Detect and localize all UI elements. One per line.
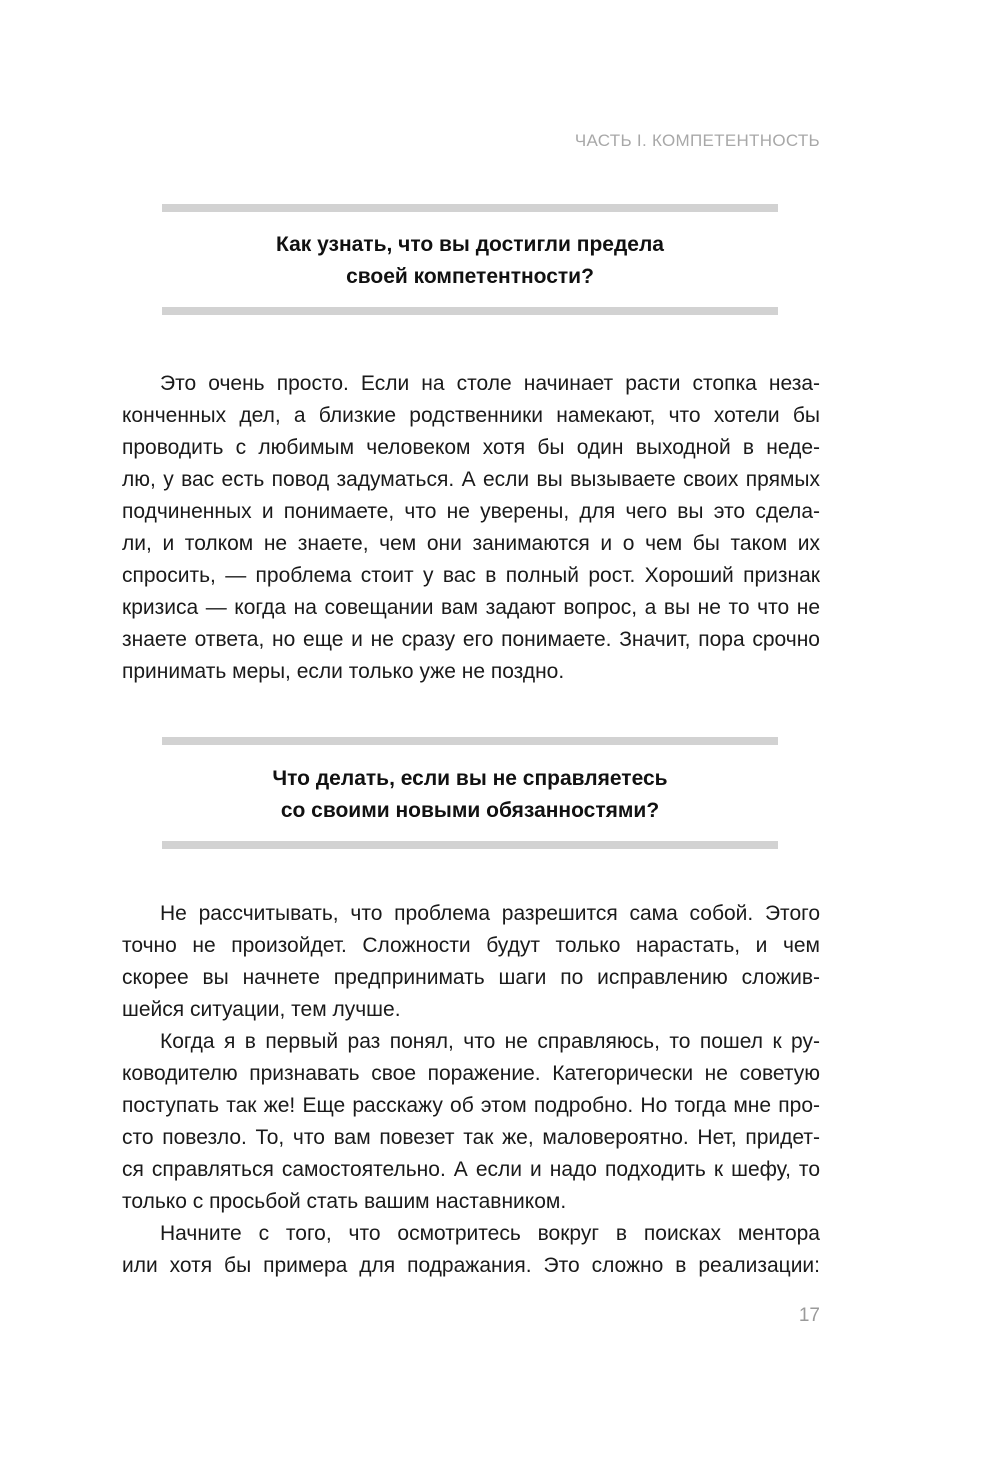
section-1-bottom-rule [162,307,778,315]
text-line: или хотя бы примера для подражания. Это сложно в реализации: [122,1254,820,1277]
text-line: поступать так же! Еще расскажу об этом подробно. Но тогда мне про- [122,1094,820,1117]
heading-line: своей компетентности? [346,265,594,288]
text-line: Это очень просто. Если на столе начинает расти стопка неза- [160,372,820,395]
section-2-heading [162,763,778,827]
text-line: спросить, — проблема стоит у вас в полный рост. Хороший признак [122,564,820,587]
paragraph [122,898,820,1026]
text-line: принимать меры, если только уже не поздно. [122,660,565,683]
text-line: знаете ответа, но еще и не сразу его понимаете. Значит, пора срочно [122,628,820,651]
text-line: ся справляться самостоятельно. А если и надо подходить к шефу, то [122,1158,820,1181]
text-line: проводить с любимым человеком хотя бы один выходной в неде- [122,436,820,459]
text-line: лю, у вас есть повод задуматься. А если вы вызываете своих прямых [122,468,820,491]
heading-line: Как узнать, что вы достигли предела [276,233,664,256]
text-line: скорее вы начнете предпринимать шаги по исправлению сложив- [122,966,820,989]
page-number: 17 [798,1305,820,1326]
text-line: сто повезло. То, что вам повезет так же, маловероятно. Нет, придет- [122,1126,820,1149]
text-line: точно не произойдет. Сложности будут только нарастать, и чем [122,934,820,957]
section-1-top-rule [162,204,778,212]
text-line: конченных дел, а близкие родственники намекают, что хотели бы [122,404,820,427]
heading-line: Что делать, если вы не справляетесь [272,767,668,790]
text-line: только с просьбой стать вашим наставником. [122,1190,567,1213]
section-1-heading [162,229,778,293]
section-1-body [122,368,820,688]
paragraph [122,368,820,688]
section-2-body [122,898,820,1282]
heading-line: со своими новыми обязанностями? [280,799,660,822]
paragraph [122,1026,820,1218]
text-line: Не рассчитывать, что проблема разрешится сама собой. Этого [160,902,820,925]
text-line: шейся ситуации, тем лучше. [122,998,401,1021]
paragraph [122,1218,820,1282]
section-2-top-rule [162,737,778,745]
text-line: подчиненных и понимаете, что не уверены, для чего вы это сдела- [122,500,820,523]
text-line: Начните с того, что осмотритесь вокруг в поисках ментора [160,1222,820,1245]
text-line: ли, и толком не знаете, чем они занимаются и о чем бы таком их [122,532,820,555]
text-line: ководителю признавать свое поражение. Категорически не советую [122,1062,820,1085]
text-line: Когда я в первый раз понял, что не справляюсь, то пошел к ру- [160,1030,820,1053]
running-head: ЧАСТЬ I. КОМПЕТЕНТНОСТЬ [574,131,820,150]
section-2-bottom-rule [162,841,778,849]
text-line: кризиса — когда на совещании вам задают вопрос, а вы не то что не [122,596,820,619]
